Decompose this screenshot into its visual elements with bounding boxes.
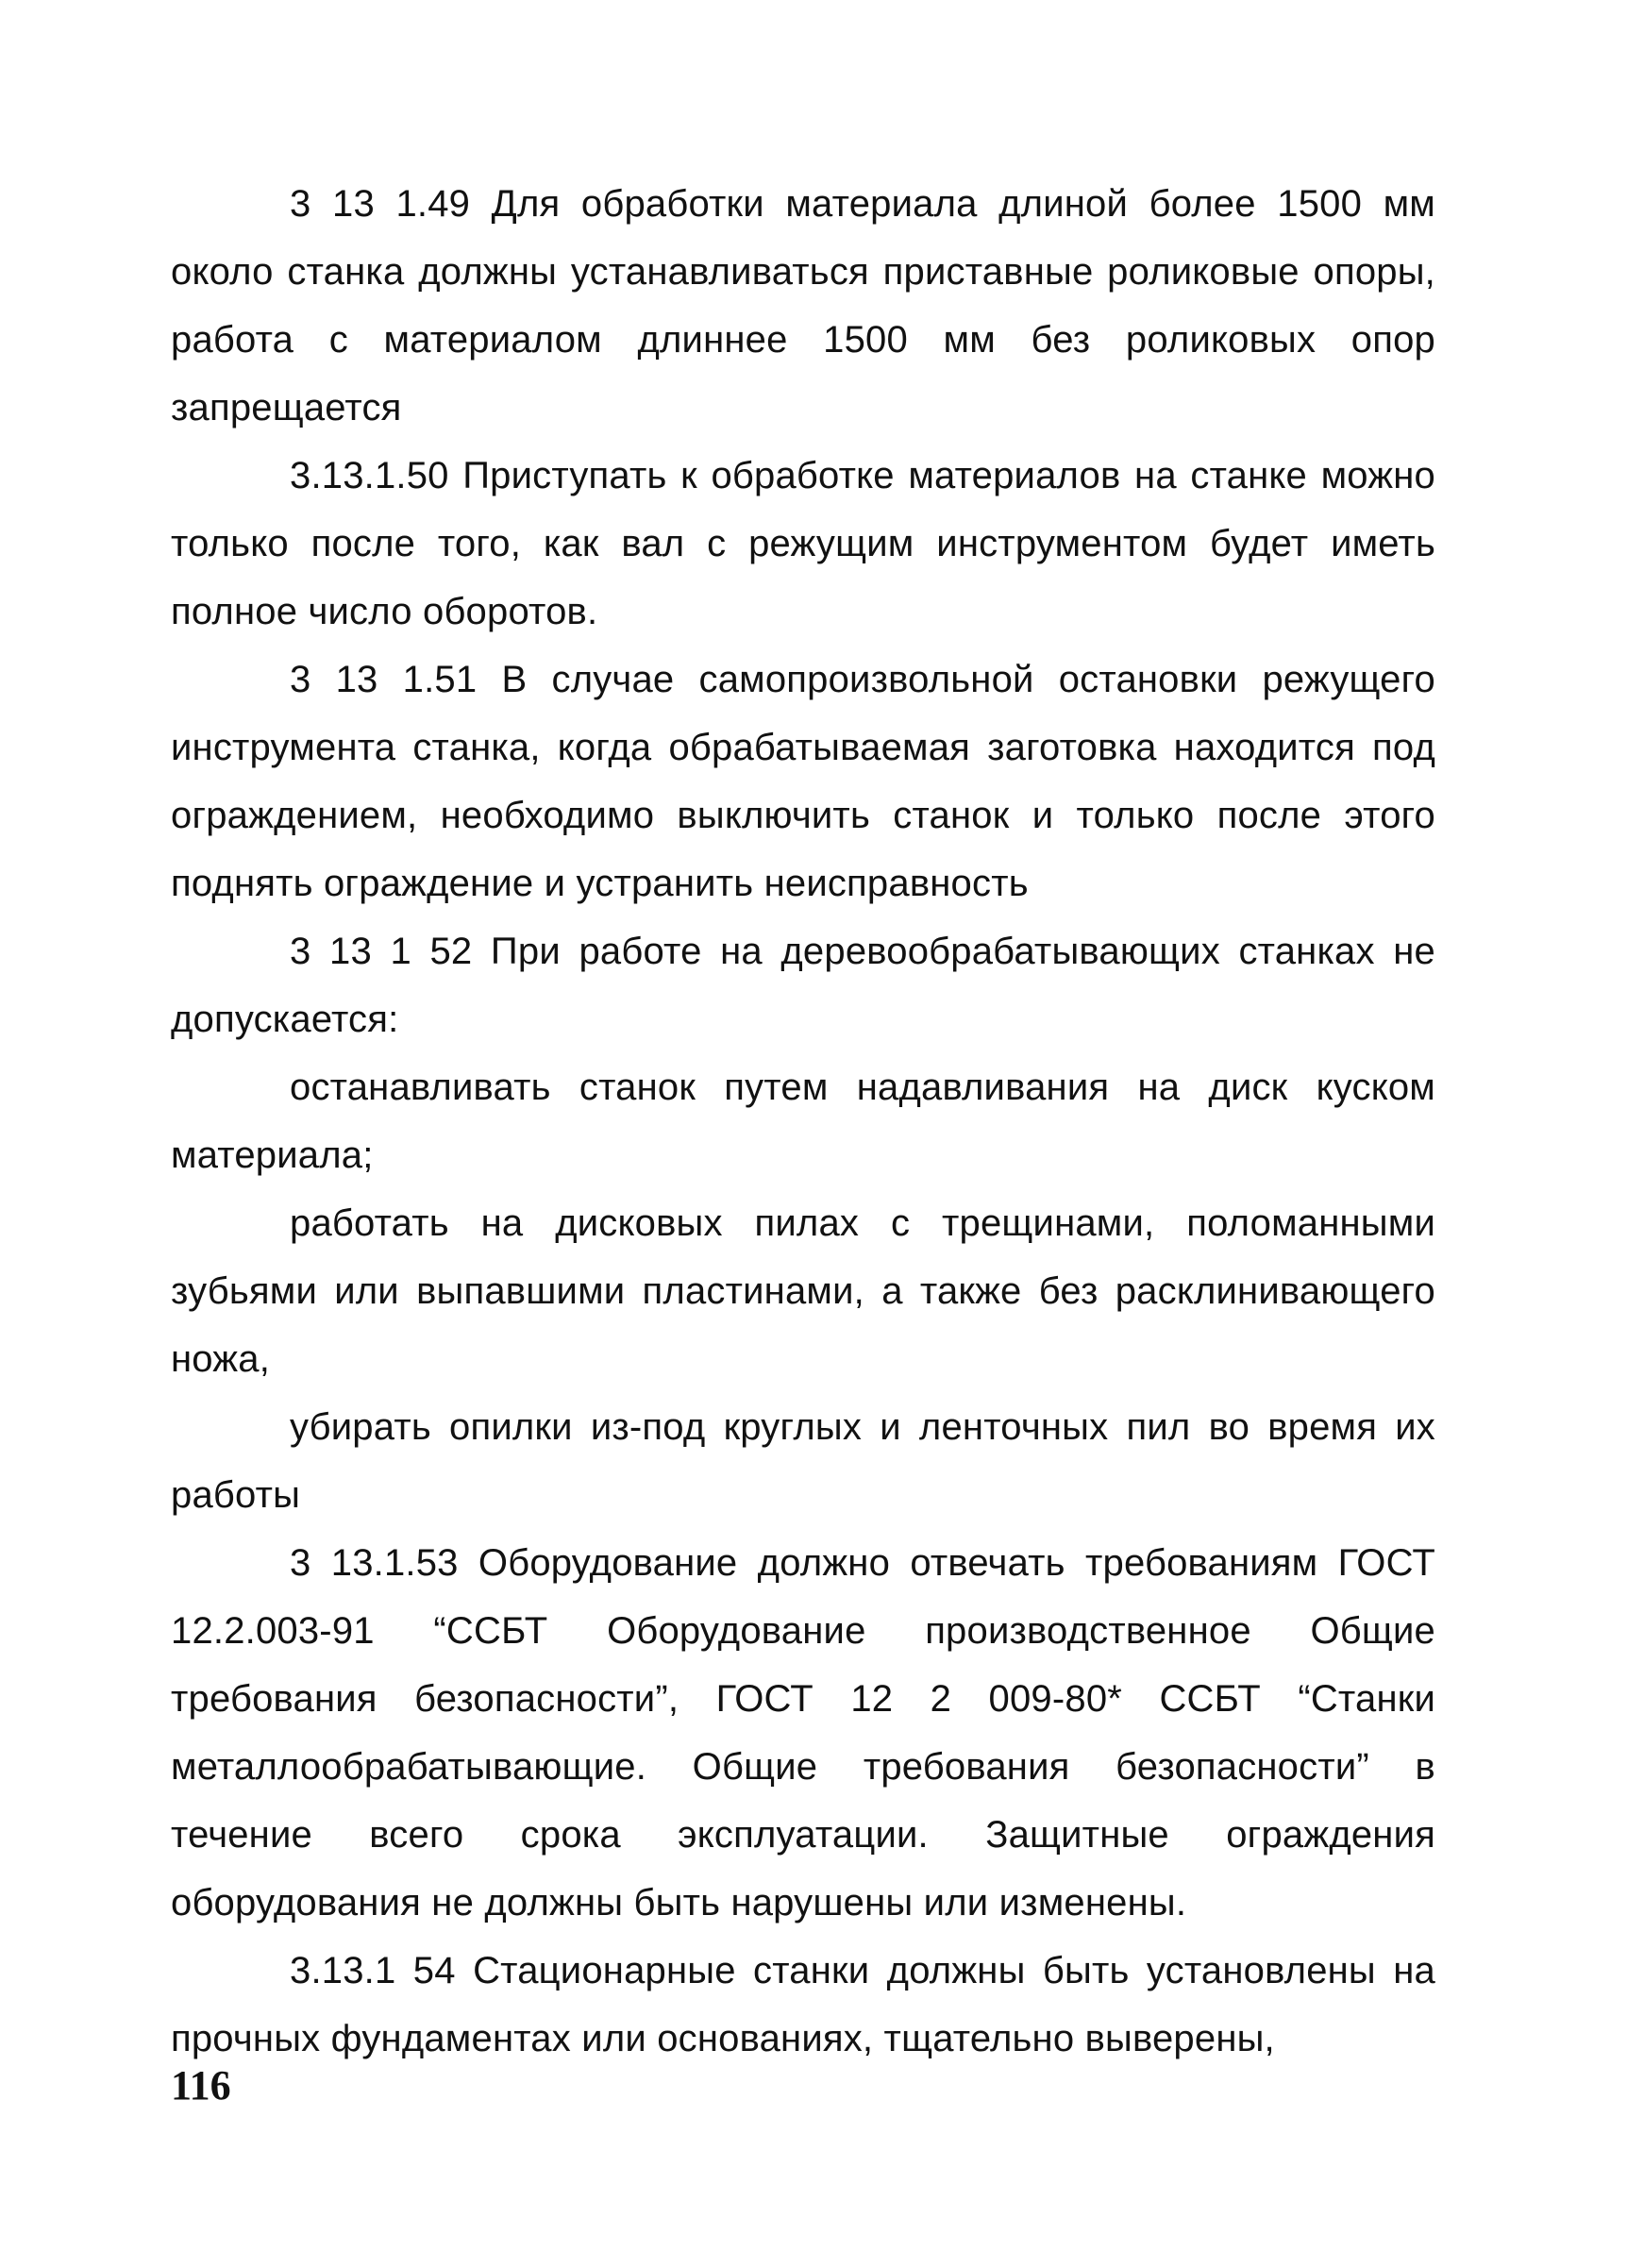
list-item-stop-machine: останавливать станок путем надавливания на диск куском материала; <box>171 1067 1435 1176</box>
list-item-remove-sawdust: убирать опилки из-под круглых и ленточных пил во время их работы <box>171 1406 1435 1516</box>
paragraph-3-13-1-53: 3 13.1.53 Оборудование должно отвечать требованиям ГОСТ 12.2.003-91 “ССБТ Оборудование производственное Общие требования безопасности”, ГОСТ 12 2 009-80* ССБТ “Станки металлообрабатывающие. Общие требования безопасности” в течение всего срока эксплуатации. Защитные ограждения оборудования не должны быть нарушены или изменены. <box>171 1542 1435 1924</box>
page-number: 116 <box>171 2062 231 2108</box>
paragraph-3-13-1-54: 3.13.1 54 Стационарные станки должны быть установлены на прочных фундаментах или основаниях, тщательно выверены, <box>171 1950 1435 2059</box>
body-text <box>171 170 1435 2073</box>
paragraph-3-13-1-49: 3 13 1.49 Для обработки материала длиной более 1500 мм около станка должны устанавливаться приставные роликовые опоры, работа с материалом длиннее 1500 мм без роликовых опор запрещается <box>171 183 1435 428</box>
paragraph-3-13-1-50: 3.13.1.50 Приступать к обработке материалов на станке можно только после того, как вал с режущим инструментом будет иметь полное число оборотов. <box>171 455 1435 632</box>
paragraph-3-13-1-51: 3 13 1.51 В случае самопроизвольной остановки режущего инструмента станка, когда обрабатываемая заготовка находится под ограждением, необходимо выключить станок и только после этого поднять ограждение и устранить неисправность <box>171 659 1435 904</box>
paragraph-3-13-1-52: 3 13 1 52 При работе на деревообрабатывающих станках не допускается: <box>171 931 1435 1040</box>
list-item-damaged-saws: работать на дисковых пилах с трещинами, поломанными зубьями или выпавшими пластинами, а также без расклинивающего ножа, <box>171 1202 1435 1380</box>
